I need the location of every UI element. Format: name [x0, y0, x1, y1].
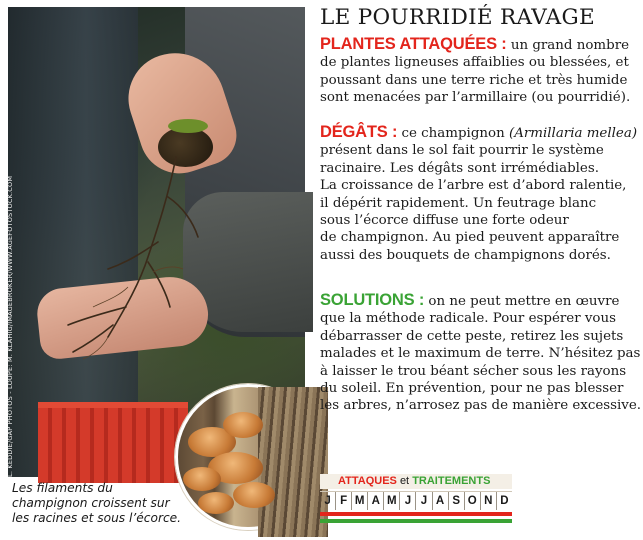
attaques-bar	[320, 512, 512, 516]
solutions-line-1: que la méthode radicale. Pour espérer vous	[320, 311, 616, 327]
month-nov: N	[481, 492, 497, 510]
month-may: M	[384, 492, 400, 510]
calendar-traitements-label: TRAITEMENTS	[412, 475, 491, 487]
plantes-line-1: de plantes ligneuses affaiblies ou blessées, et	[320, 55, 629, 71]
mushroom-cap	[223, 412, 263, 438]
mushroom-inset	[175, 384, 321, 530]
month-mar: M	[352, 492, 368, 510]
photo-credit: L. KEDDIE/GAP PHOTOS - LOUPE: M. KLAHIG/IMAGEBROKER/WWW.AGEFOTOSTOCK.COM	[6, 175, 14, 477]
month-feb: F	[336, 492, 352, 510]
solutions-line-3: malades et le maximum de terre. N’hésitez pas	[320, 346, 641, 362]
section-solutions	[320, 292, 640, 415]
month-dec: D	[500, 495, 509, 507]
mushroom-cap	[183, 467, 221, 491]
month-apr: A	[368, 492, 384, 510]
traitements-bar	[320, 519, 512, 523]
page-title: LE POURRIDIÉ RAVAGE	[320, 5, 595, 30]
calendar-months	[320, 491, 512, 510]
month-jul: J	[416, 492, 432, 510]
degats-line-2: La croissance de l’arbre est d’abord ralentie,	[320, 178, 627, 194]
month-oct: O	[465, 492, 481, 510]
degats-line-5: de champignon. Au pied peuvent apparaître	[320, 230, 620, 246]
month-sep: S	[449, 492, 465, 510]
photo-caption: Les filaments du champignon croissent sur les racines et sous l’écorce.	[12, 481, 182, 525]
mushroom-cap	[198, 492, 234, 514]
degats-heading: DÉGÂTS :	[320, 123, 398, 141]
calendar-et-label: et	[399, 475, 410, 487]
degats-first-text: ce champignon	[397, 126, 509, 141]
plantes-first-line	[320, 36, 640, 54]
degats-species: (Armillaria mellea)	[508, 126, 638, 141]
solutions-line-4: à laisser le trou béant sécher sous les rayons	[320, 363, 627, 379]
solutions-line-0: on ne peut mettre en œuvre	[424, 294, 620, 309]
tree-bark	[258, 387, 328, 537]
month-jan: J	[320, 492, 336, 510]
month-jun: J	[400, 492, 416, 510]
section-plantes	[320, 36, 640, 107]
plantes-line-0: un grand nombre	[506, 38, 630, 53]
mushroom-cap	[233, 482, 275, 508]
calendar-attaques-label: ATTAQUES	[338, 475, 397, 487]
section-degats	[320, 124, 640, 264]
degats-line-3: il dépérit rapidement. Un feutrage blanc	[320, 195, 597, 211]
month-aug: A	[433, 492, 449, 510]
solutions-first-line	[320, 292, 640, 310]
solutions-line-2: débarrasser de cette peste, retirez les sujets	[320, 328, 624, 344]
calendar-header	[320, 474, 512, 489]
plantes-heading: PLANTES ATTAQUÉES :	[320, 35, 507, 53]
solutions-line-5: du soleil. En prévention, pour ne pas blesser	[320, 381, 624, 397]
degats-line-6: aussi des bouquets de champignons dorés.	[320, 247, 611, 263]
degats-first-line	[320, 124, 640, 142]
treatment-calendar	[320, 474, 512, 527]
solutions-line-6: les arbres, n’arrosez pas de manière excessive.	[320, 398, 642, 414]
plantes-line-3: sont menacées par l’armillaire (ou pourridié).	[320, 90, 631, 106]
degats-line-1: racinaire. Les dégâts sont irrémédiables.	[320, 160, 599, 176]
degats-line-4: sous l’écorce diffuse une forte odeur	[320, 213, 569, 229]
solutions-heading: SOLUTIONS :	[320, 291, 425, 309]
degats-line-0: présent dans le sol fait pourrir le système	[320, 143, 604, 159]
plantes-line-2: poussant dans une terre riche et très humide	[320, 72, 628, 88]
